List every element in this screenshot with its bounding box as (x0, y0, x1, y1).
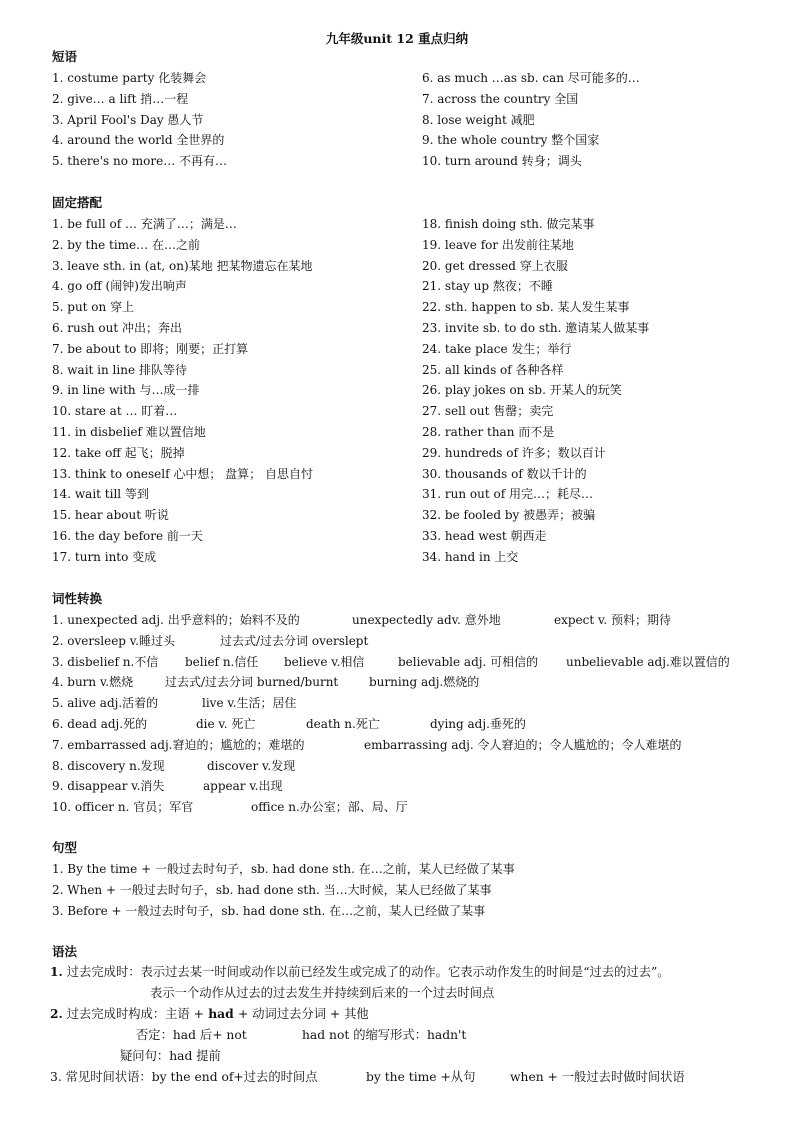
list-item: 2. give… a lift 捎…一程 (52, 91, 189, 106)
list-item: 25. all kinds of 各种各样 (422, 362, 564, 377)
list-item: 13. think to oneself 心中想； 盘算； 自思自忖 (52, 466, 314, 481)
list-item: 9. disappear v.消失 appear v.出现 (52, 779, 283, 794)
list-item: 11. in disbelief 难以置信地 (52, 424, 206, 439)
grammar-text: 否定：had 后+ not (136, 1028, 247, 1042)
phrases-heading: 短语 (52, 49, 78, 64)
list-item: 33. head west 朝西走 (422, 528, 547, 543)
list-item: 1. By the time + 一般过去时句子，sb. had done sth. 在…之前，某人已经做了某事 (52, 862, 515, 876)
grammar-text: 疑问句：had 提前 (120, 1049, 221, 1063)
grammar-text: 表示一个动作从过去的过去发生并持续到后来的一个过去时间点 (150, 986, 495, 1000)
grammar-point-2 (50, 1004, 785, 1025)
grammar-text: 3. 常见时间状语：by the end of+过去的时间点 (50, 1070, 318, 1084)
list-item: 8. lose weight 减肥 (422, 112, 535, 127)
list-item: 5. alive adj.活着的 live v.生活；居住 (52, 696, 297, 711)
list-item: 10. turn around 转身；调头 (422, 154, 582, 169)
list-item: 1. be full of … 充满了…；满是… (52, 217, 237, 231)
list-item: 29. hundreds of 许多；数以百计 (422, 445, 606, 460)
collocations-left-list (52, 214, 313, 568)
list-item: 15. hear about 听说 (52, 508, 169, 523)
list-item: 16. the day before 前一天 (52, 528, 203, 543)
list-item: 2. oversleep v.睡过头 过去式/过去分词 overslept (52, 633, 369, 648)
word-forms-heading: 词性转换 (52, 591, 103, 606)
list-item: 6. as much …as sb. can 尽可能多的… (422, 71, 640, 85)
list-item: 17. turn into 变成 (52, 549, 157, 564)
point-number: 1. (50, 964, 63, 979)
list-item: 21. stay up 熬夜；不睡 (422, 279, 553, 294)
list-item: 7. across the country 全国 (422, 91, 579, 106)
list-item: 32. be fooled by 被愚弄；被骗 (422, 508, 596, 523)
list-item: 4. burn v.燃烧 过去式/过去分词 burned/burnt burning adj.燃烧的 (52, 675, 480, 690)
list-item: 6. rush out 冲出；奔出 (52, 320, 183, 335)
list-item: 9. the whole country 整个国家 (422, 133, 600, 148)
list-item: 34. hand in 上交 (422, 549, 519, 564)
page-title: 九年级unit 12 重点归纳 (325, 31, 469, 46)
list-item: 5. there's no more… 不再有… (52, 154, 228, 169)
list-item: 26. play jokes on sb. 开某人的玩笑 (422, 383, 622, 398)
sentence-patterns-heading: 句型 (52, 840, 78, 855)
list-item: 27. sell out 售罄；卖完 (422, 404, 554, 419)
grammar-text: + 动词过去分词 + 其他 (238, 1007, 369, 1021)
list-item: 30. thousands of 数以千计的 (422, 466, 587, 481)
list-item: 4. around the world 全世界的 (52, 133, 225, 148)
list-item: 12. take off 起飞；脱掉 (52, 445, 185, 460)
list-item: 4. go off (闹钟)发出响声 (52, 279, 187, 294)
list-item: 24. take place 发生；举行 (422, 341, 572, 356)
list-item: 10. officer n. 官员；军官 office n.办公室；部、局、厅 (52, 800, 408, 815)
list-item: 3. leave sth. in (at, on)某地 把某物遗忘在某地 (52, 258, 313, 273)
grammar-text: 过去完成时：表示过去某一时间或动作以前已经发生或完成了的动作。它表示动作发生的时间是“过去的过去”。 (62, 965, 670, 979)
list-item: 10. stare at … 盯着… (52, 404, 178, 419)
list-item: 28. rather than 而不是 (422, 424, 555, 439)
list-item: 3. disbelief n.不信 belief n.信任 believe v.相信 believable adj. 可相信的 unbelievable adj.难以置信的 (52, 654, 730, 669)
grammar-point-1-cont (50, 983, 785, 1004)
list-item: 14. wait till 等到 (52, 487, 149, 502)
list-item: 19. leave for 出发前往某地 (422, 237, 574, 252)
sentence-patterns-list (52, 859, 515, 921)
list-item: 23. invite sb. to do sth. 邀请某人做某事 (422, 320, 650, 335)
grammar-text: when + 一般过去时做时间状语 (510, 1070, 685, 1084)
list-item: 1. unexpected adj. 出乎意料的；始料不及的 unexpectedly adv. 意外地 expect v. 预料；期待 (52, 613, 671, 627)
list-item: 7. embarrassed adj.窘迫的；尴尬的；难堪的 embarrassing adj. 令人窘迫的；令人尴尬的；令人难堪的 (52, 737, 682, 752)
list-item: 1. costume party 化装舞会 (52, 71, 207, 85)
word-forms-list (52, 610, 752, 818)
list-item: 18. finish doing sth. 做完某事 (422, 217, 595, 231)
grammar-text: by the time +从句 (366, 1070, 476, 1084)
list-item: 2. by the time… 在…之前 (52, 237, 200, 252)
list-item: 8. discovery n.发现 discover v.发现 (52, 758, 296, 773)
grammar-heading: 语法 (52, 944, 78, 959)
phrases-left-list (52, 68, 227, 172)
list-item: 2. When + 一般过去时句子，sb. had done sth. 当…大时候，某人已经做了某事 (52, 882, 492, 897)
grammar-text: 过去完成时构成：主语 + (62, 1007, 204, 1021)
list-item: 31. run out of 用完…；耗尽… (422, 487, 593, 502)
list-item: 7. be about to 即将；刚要；正打算 (52, 341, 249, 356)
point-number: 2. (50, 1006, 63, 1021)
grammar-point-1 (50, 962, 785, 983)
list-item: 3. April Fool's Day 愚人节 (52, 112, 204, 127)
list-item: 9. in line with 与…成一排 (52, 383, 200, 398)
collocations-right-list (422, 214, 649, 568)
phrases-right-list (422, 68, 640, 172)
had-keyword: had (203, 1006, 239, 1021)
collocations-heading: 固定搭配 (52, 195, 103, 210)
list-item: 3. Before + 一般过去时句子，sb. had done sth. 在…之前，某人已经做了某事 (52, 903, 486, 918)
list-item: 22. sth. happen to sb. 某人发生某事 (422, 300, 630, 315)
list-item: 20. get dressed 穿上衣服 (422, 258, 568, 273)
grammar-text: had not 的缩写形式：hadn't (302, 1028, 467, 1042)
grammar-point-3 (50, 1067, 785, 1088)
grammar-negative (50, 1025, 785, 1046)
grammar-question (50, 1046, 785, 1067)
list-item: 5. put on 穿上 (52, 300, 135, 315)
list-item: 6. dead adj.死的 die v. 死亡 death n.死亡 dying adj.垂死的 (52, 716, 526, 731)
list-item: 8. wait in line 排队等待 (52, 362, 187, 377)
grammar-section (50, 962, 785, 1088)
